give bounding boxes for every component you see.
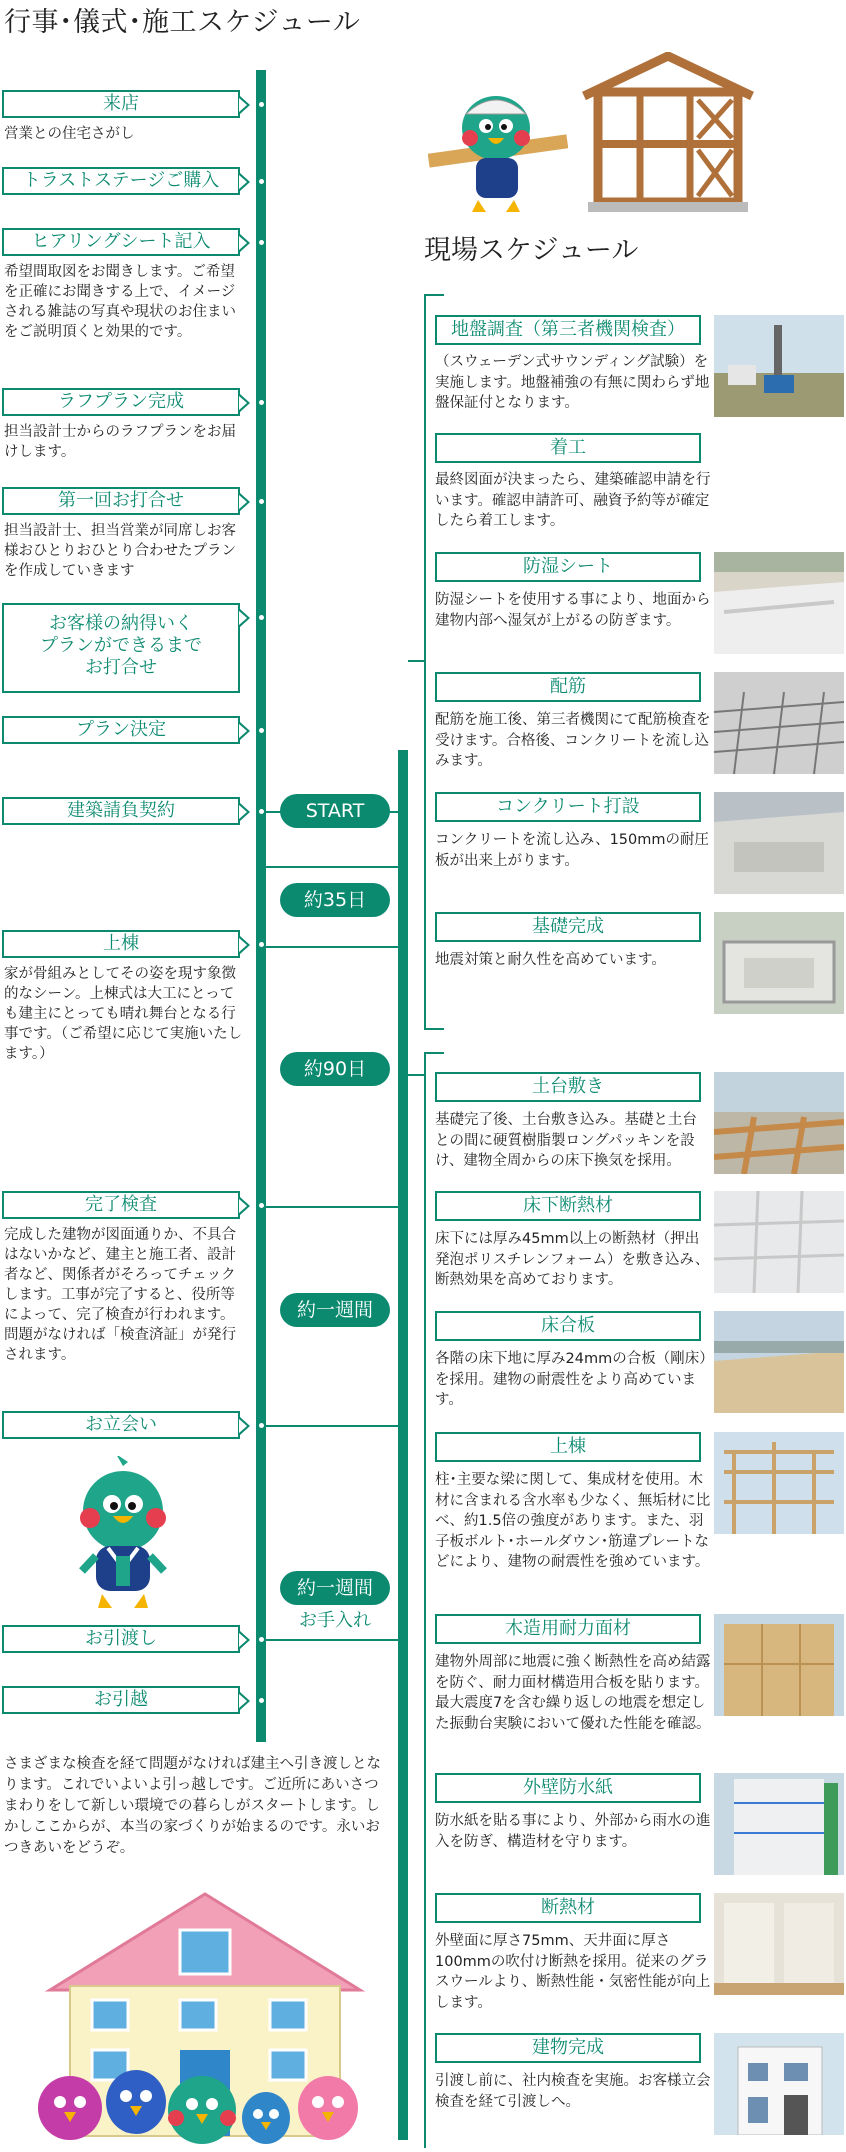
site-step-sill-desc: 基礎完了後、土台敷き込み。基礎と土台との間に硬質樹脂製ロングパッキンを設け、建物全周からの床下換気を採用。 (435, 1112, 697, 1169)
site-step-sill: 土台敷き (435, 1072, 701, 1102)
site-step-foundation-desc: 地震対策と耐久性を高めています。 (435, 952, 666, 968)
timeline-dot (259, 809, 264, 814)
timeline-dot (259, 179, 264, 184)
site-step-moisture-sheet: 防湿シート (435, 552, 701, 582)
duration-90days: 約90日 (280, 1052, 390, 1086)
site-step-start-construction: 着工 (435, 433, 701, 463)
completed-house-photo (714, 2033, 844, 2135)
site-step-waterproof: 外壁防水紙 (435, 1773, 701, 1803)
page-title: 行事･儀式･施工スケジュール (4, 7, 361, 38)
closing-text: さまざまな検査を経て問題がなければ建主へ引き渡しとなります。これでいよいよ引っ越しです。ご近所にあいさつまわりをして新しい環境での暮らしがスタートします。しかしここからが、本当の家づくりが始まるのです。永いおつきあいをどうぞ。 (4, 1756, 381, 1856)
site-step-waterproof-desc: 防水紙を貼る事により、外部から雨水の進入を防ぎ、構造材を守ります。 (435, 1813, 711, 1850)
site-step-start-construction-desc: 最終図面が決まったら、建築確認申請を行います。確認申請許可、融資予約等が確定したら着工します。 (435, 472, 711, 529)
timeline-dot (259, 1423, 264, 1428)
bird-carrying-lumber-icon (428, 86, 568, 216)
step-attendance: お立会い (2, 1411, 240, 1439)
step-hearing-sheet-desc: 希望間取図をお聞きします。ご希望を正確にお聞きする上で、イメージされる雑誌の写真や現状のお住まいをご説明頂くと効果的です。 (4, 264, 236, 340)
site-step-concrete-desc: コンクリートを流し込み、150mmの耐圧板が出来上がります。 (435, 832, 710, 869)
step-completion-inspection-desc: 完成した建物が図面通りか、不具合はないかなど、建主と施工者、設計者など、関係者がそろってチェックします。工事が完了すると、役所等によって、完了検査が行われます。問題がなければ「検査済証」が発行されます。 (4, 1227, 236, 1363)
connector-line (408, 660, 426, 662)
timeline-dot (259, 102, 264, 107)
step-raiten: 来店 (2, 90, 240, 118)
connector-line (266, 1206, 400, 1208)
timeline-dot (259, 728, 264, 733)
step-completion-inspection: 完了検査 (2, 1191, 240, 1219)
step-handover: お引渡し (2, 1625, 240, 1653)
site-schedule-title: 現場スケジュール (424, 235, 639, 266)
timeline-dot (259, 1203, 264, 1208)
step-raiten-desc: 営業との住宅さがし (4, 126, 135, 142)
site-step-ground-survey: 地盤調査（第三者機関検査） (435, 315, 701, 345)
bracket-line (424, 294, 426, 1030)
insulation-photo (714, 1893, 844, 1995)
moisture-sheet-photo (714, 552, 844, 654)
step-meeting-until-satisfied: お客様の納得いく プランができるまで お打合せ (2, 603, 240, 693)
bracket-tick (424, 294, 444, 296)
connector-line (266, 866, 400, 868)
site-step-floor-plywood: 床合板 (435, 1311, 701, 1341)
bracket-tick (424, 1052, 444, 1054)
timeline-dot (259, 499, 264, 504)
bird-family-icon (30, 2052, 380, 2152)
step-jotou: 上棟 (2, 930, 240, 958)
site-step-framing: 上棟 (435, 1432, 701, 1462)
bird-mascot-icon (68, 1456, 178, 1616)
timeline-dot (259, 615, 264, 620)
floor-insulation-photo (714, 1191, 844, 1293)
concrete-photo (714, 792, 844, 894)
site-timeline (398, 750, 408, 2140)
step-first-meeting-desc: 担当設計士、担当営業が同席しお客様おひとりおひとり合わせたプランを作成していきます (4, 523, 236, 579)
timeline-dot (259, 240, 264, 245)
duration-35days: 約35日 (280, 883, 390, 917)
site-step-insulation-desc: 外壁面に厚さ75mm、天井面に厚さ100mmの吹付け断熱を採用。従来のグラスウールより、断熱性能・気密性能が向上します。 (435, 1933, 711, 2011)
timeline-dot (259, 1637, 264, 1642)
timeline-dot (259, 400, 264, 405)
connector-line (408, 1074, 426, 1076)
structural-panel-photo (714, 1614, 844, 1716)
site-step-rebar: 配筋 (435, 672, 701, 702)
step-first-meeting: 第一回お打合せ (2, 487, 240, 515)
step-hearing-sheet: ヒアリングシート記入 (2, 228, 240, 256)
step-contract: 建築請負契約 (2, 797, 240, 825)
site-step-foundation: 基礎完成 (435, 912, 701, 942)
connector-line (266, 1425, 400, 1427)
step-rough-plan-desc: 担当設計士からのラフプランをお届けします。 (4, 424, 236, 460)
sill-photo (714, 1072, 844, 1174)
foundation-photo (714, 912, 844, 1014)
bracket-line (424, 1052, 426, 2148)
house-frame-icon (578, 52, 758, 212)
timeline-dot (259, 942, 264, 947)
timeline-dot (259, 1698, 264, 1703)
site-step-floor-insulation-desc: 床下には厚み45mm以上の断熱材（押出発泡ポリスチレンフォーム）を敷き込み、断熱効果を高めております。 (435, 1231, 710, 1288)
site-step-concrete: コンクリート打設 (435, 792, 701, 822)
site-step-completion: 建物完成 (435, 2033, 701, 2063)
floor-plywood-photo (714, 1311, 844, 1413)
duration-one-week-1: 約一週間 (280, 1293, 390, 1327)
waterproof-photo (714, 1773, 844, 1875)
main-timeline (256, 70, 266, 1742)
site-step-floor-insulation: 床下断熱材 (435, 1191, 701, 1221)
step-purchase: トラストステージご購入 (2, 167, 240, 195)
step-move: お引越 (2, 1686, 240, 1714)
site-step-completion-desc: 引渡し前に、社内検査を実施。お客様立会検査を経て引渡しへ。 (435, 2073, 711, 2110)
aftercare-label: お手入れ (299, 1610, 371, 1631)
step-rough-plan: ラフプラン完成 (2, 388, 240, 416)
site-step-structural-panel: 木造用耐力面材 (435, 1614, 701, 1644)
step-jotou-desc: 家が骨組みとしてその姿を現す象徴的なシーン。上棟式は大工にとっても建主にとっても晴れ舞台となる行事です。（ご希望に応じて実施いたします。） (4, 966, 243, 1062)
step-plan-decision: プラン決定 (2, 716, 240, 744)
duration-one-week-2: 約一週間 (280, 1571, 390, 1605)
connector-line (266, 946, 400, 948)
site-step-rebar-desc: 配筋を施工後、第三者機関にて配筋検査を受けます。合格後、コンクリートを流し込みます。 (435, 712, 711, 769)
site-step-framing-desc: 柱･主要な梁に関して、集成材を使用。木材に含まれる含水率も少なく、無垢材に比べ、約1.5倍の強度があります。また、羽子板ボルト･ホールダウン･筋違プレートなどにより、建物の耐震性を強めています。 (435, 1472, 711, 1570)
site-step-insulation: 断熱材 (435, 1893, 701, 1923)
bracket-tick (424, 1028, 444, 1030)
connector-line (266, 1639, 400, 1641)
site-step-floor-plywood-desc: 各階の床下地に厚み24mmの合板（剛床）を採用。建物の耐震性をより高めています。 (435, 1351, 707, 1408)
rebar-photo (714, 672, 844, 774)
duration-start: START (280, 794, 390, 828)
site-step-moisture-sheet-desc: 防湿シートを使用する事により、地面から建物内部へ湿気が上がるの防ぎます。 (435, 592, 711, 629)
site-step-structural-panel-desc: 建物外周部に地震に強く断熱性を高め結露を防ぐ、耐力面材構造用合板を貼ります。最大震度7を含む繰り返しの地震を想定した振動台実験において優れた性能を確認。 (435, 1654, 711, 1732)
framing-photo (714, 1432, 844, 1534)
ground-survey-photo (714, 315, 844, 417)
site-step-ground-survey-desc: （スウェーデン式サウンディング試験）を実施します。地盤補強の有無に関わらず地盤保証付となります。 (435, 354, 710, 411)
